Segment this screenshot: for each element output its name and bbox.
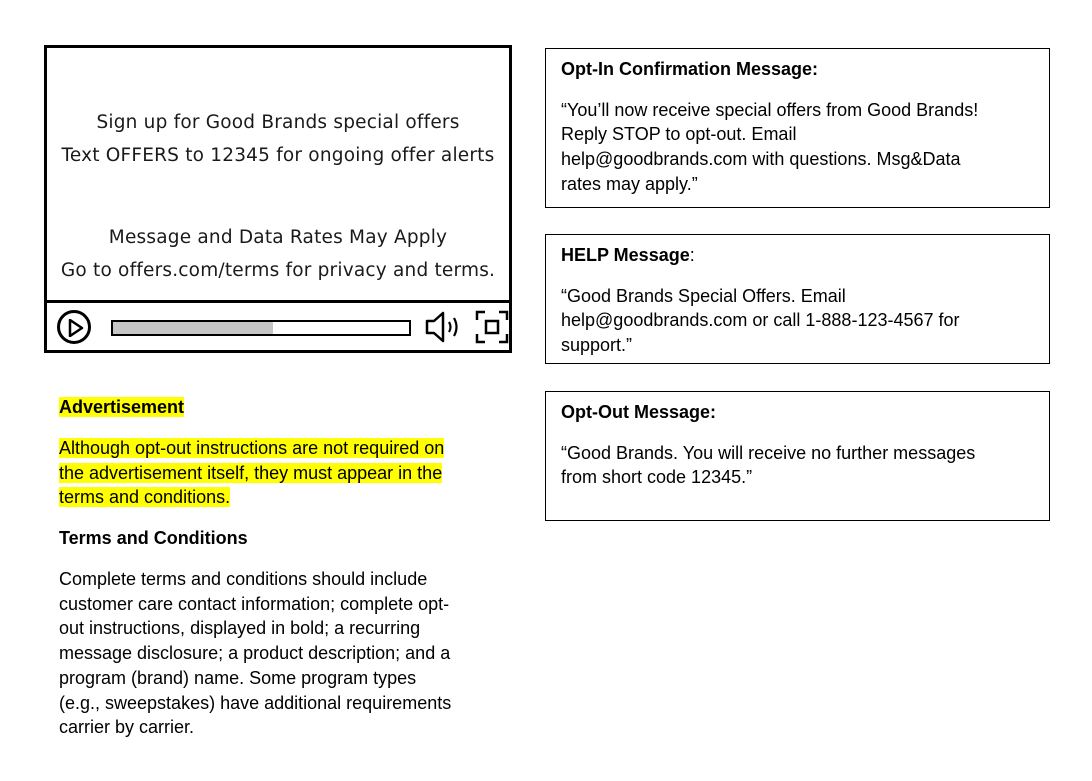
terms-line: program (brand) name. Some program types	[59, 667, 417, 688]
video-text-line-3: Message and Data Rates May Apply	[108, 227, 448, 248]
opt-in-line: rates may apply.”	[561, 173, 698, 194]
help-message-box	[545, 234, 1050, 364]
progress-fill	[113, 322, 273, 334]
video-mockup	[44, 45, 512, 353]
terms-line: (e.g., sweepstakes) have additional requirements	[59, 692, 452, 713]
help-line: support.”	[561, 335, 633, 356]
help-line: help@goodbrands.com or call 1-888-123-4567 for	[561, 310, 960, 331]
terms-line: message disclosure; a product description; and a	[59, 643, 451, 664]
opt-in-line: Reply STOP to opt-out. Email	[561, 124, 797, 145]
advertisement-note-line: terms and conditions.	[59, 487, 231, 508]
opt-in-line: help@goodbrands.com with questions. Msg&Data	[561, 149, 961, 170]
terms-heading: Terms and Conditions	[59, 528, 248, 548]
advertisement-note-line: Although opt-out instructions are not required on	[59, 438, 445, 458]
opt-out-title: Opt-Out Message:	[561, 402, 717, 422]
opt-out-message-box	[545, 391, 1050, 521]
opt-in-line: “You’ll now receive special offers from Good Brands!	[561, 99, 979, 120]
video-progress-bar[interactable]	[111, 320, 411, 336]
play-button[interactable]	[57, 310, 91, 344]
terms-line: carrier by carrier.	[59, 717, 195, 738]
opt-in-message-box	[545, 48, 1050, 208]
advertisement-heading: Advertisement	[59, 397, 185, 417]
terms-line: Complete terms and conditions should include	[59, 569, 428, 589]
opt-out-line: from short code 12345.”	[561, 467, 753, 488]
video-text-line-4: Go to offers.com/terms for privacy and terms.	[60, 260, 496, 281]
video-controls	[47, 303, 509, 350]
fullscreen-icon	[475, 331, 509, 348]
fullscreen-button[interactable]	[475, 310, 509, 349]
terms-line: out instructions, displayed in bold; a recurring	[59, 618, 421, 639]
video-screen	[47, 48, 509, 303]
terms-line: customer care contact information; complete opt-	[59, 593, 450, 614]
volume-button[interactable]	[423, 308, 467, 351]
opt-out-body	[561, 441, 1034, 490]
terms-body	[59, 567, 451, 740]
video-text-line-1: Sign up for Good Brands special offers	[96, 112, 460, 133]
opt-in-title: Opt-In Confirmation Message:	[561, 59, 819, 79]
help-title: HELP Message:	[561, 245, 695, 265]
advertisement-note-line: the advertisement itself, they must appear in the	[59, 462, 443, 483]
volume-icon	[423, 333, 467, 350]
advertisement-note	[59, 436, 444, 510]
opt-out-line: “Good Brands. You will receive no further messages	[561, 442, 976, 463]
help-body	[561, 284, 1034, 358]
opt-in-body	[561, 98, 1034, 197]
video-text-line-2: Text OFFERS to 12345 for ongoing offer alerts	[61, 145, 495, 166]
help-line: “Good Brands Special Offers. Email	[561, 285, 846, 306]
